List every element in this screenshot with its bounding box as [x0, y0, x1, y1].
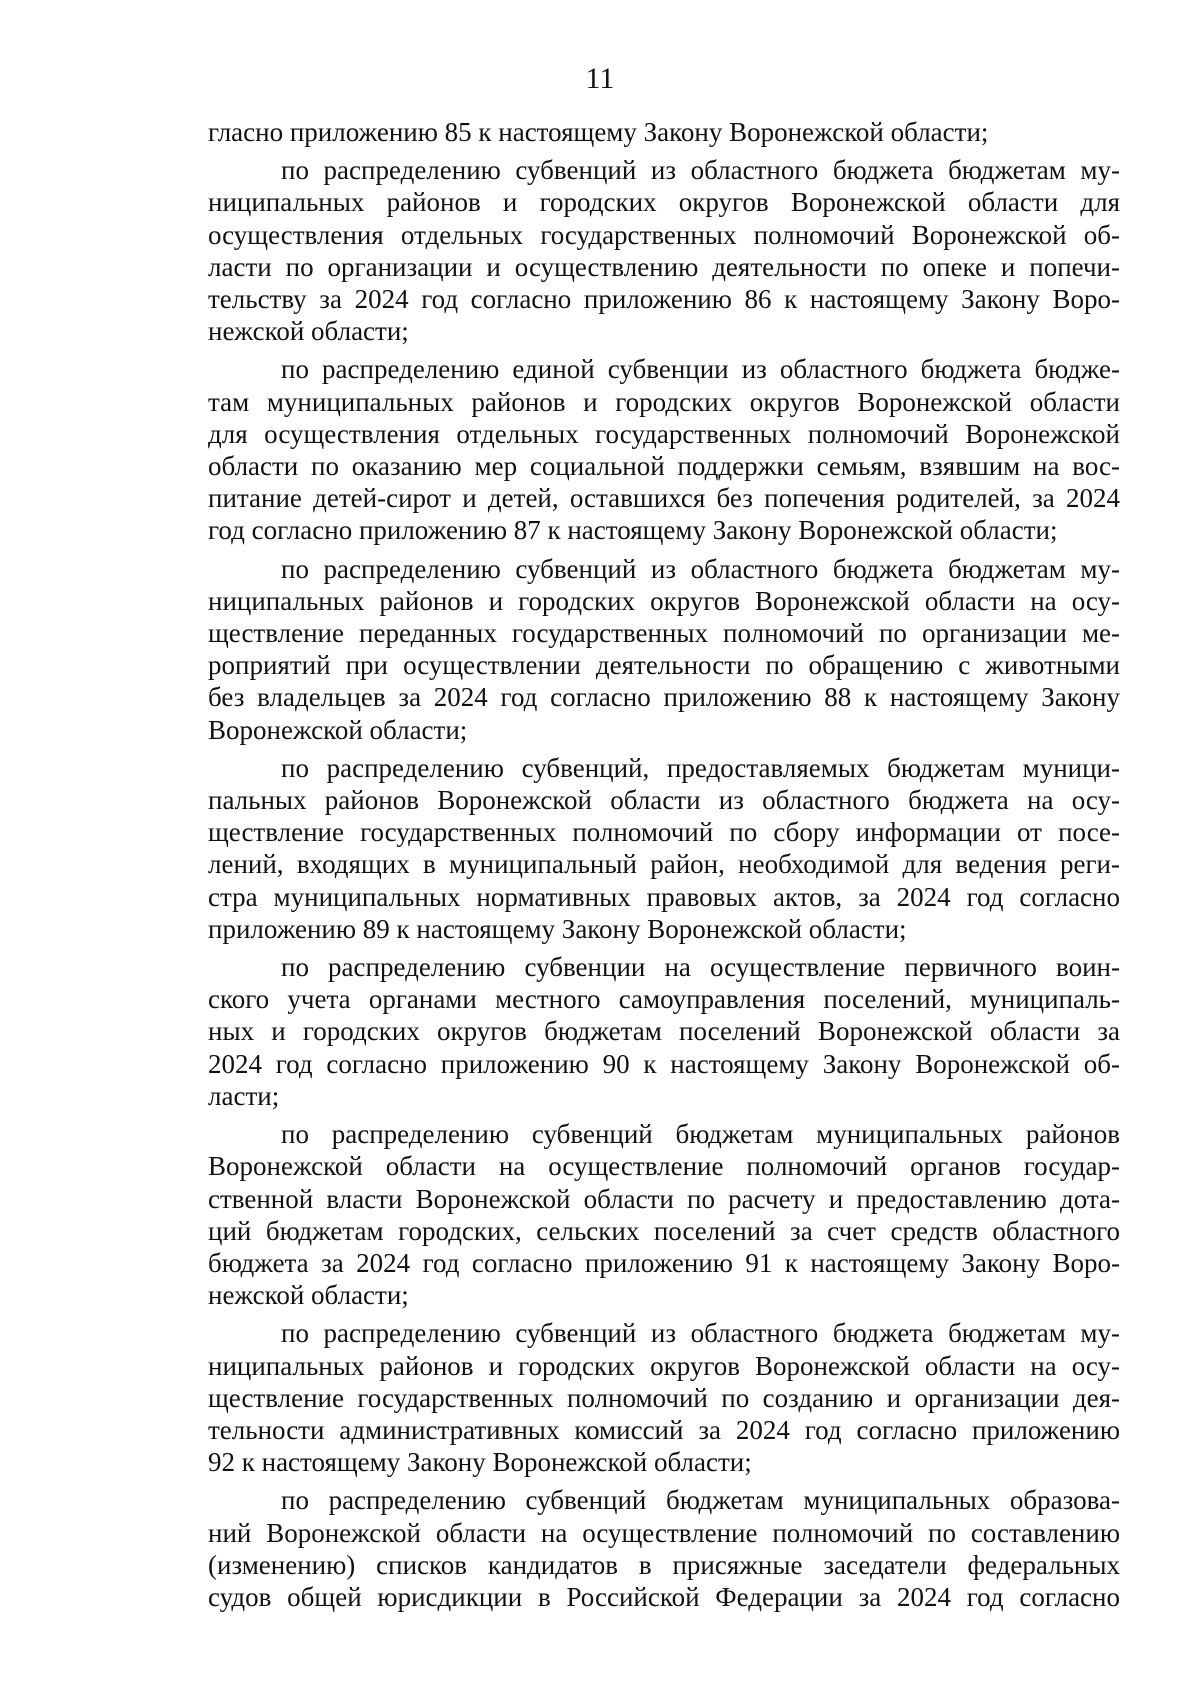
paragraph [208, 752, 1120, 945]
paragraph [208, 553, 1120, 746]
text-line: без владельцев за 2024 год согласно приложению 88 к настоящему Закону [208, 682, 1120, 713]
text-line: ных и городских округов бюджетам поселений Воронежской области за [208, 1016, 1120, 1047]
text-line: 2024 год согласно приложению 90 к настоящему Закону Воронежской об- [208, 1048, 1120, 1079]
text-line: ний Воронежской области на осуществление полномочий по составлению [208, 1517, 1120, 1548]
text-line: нежской области; [208, 1280, 409, 1311]
text-line: по распределению субвенций, предоставляемых бюджетам муници- [281, 752, 1120, 783]
text-line: ций бюджетам городских, сельских поселений за счет средств областного [208, 1215, 1120, 1246]
text-line: стра муниципальных нормативных правовых актов, за 2024 год согласно [208, 881, 1120, 912]
document-body [208, 116, 1120, 1613]
text-line: ласти по организации и осуществлению деятельности по опеке и попечи- [208, 251, 1120, 282]
text-line: по распределению субвенций бюджетам муниципальных районов [281, 1119, 1120, 1150]
text-line: бюджета за 2024 год согласно приложению 91 к настоящему Закону Воро- [208, 1247, 1120, 1278]
text-line: ласти; [208, 1080, 280, 1111]
paragraph [208, 1317, 1120, 1478]
text-line: там муниципальных районов и городских округов Воронежской области [208, 386, 1120, 417]
paragraph [208, 116, 1120, 148]
text-line: Воронежской области; [208, 714, 468, 745]
paragraph [208, 1484, 1120, 1613]
text-line: ществление переданных государственных полномочий по организации ме- [208, 618, 1120, 649]
text-line: ществление государственных полномочий по сбору информации от посе- [208, 817, 1120, 848]
text-line: ществление государственных полномочий по созданию и организации дея- [208, 1382, 1120, 1413]
text-line: год согласно приложению 87 к настоящему Закону Воронежской области; [208, 515, 1058, 546]
text-line: роприятий при осуществлении деятельности по обращению с животными [208, 650, 1120, 681]
text-line: по распределению субвенций бюджетам муниципальных образова- [281, 1485, 1120, 1516]
text-line: ниципальных районов и городских округов Воронежской области на осу- [208, 1350, 1120, 1381]
text-line: ского учета органами местного самоуправления поселений, муниципаль- [208, 984, 1120, 1015]
text-line: тельству за 2024 год согласно приложению 86 к настоящему Закону Воро- [208, 284, 1120, 315]
text-line: питание детей-сирот и детей, оставшихся без попечения родителей, за 2024 [208, 483, 1120, 514]
paragraph [208, 1118, 1120, 1311]
page-number: 11 [585, 62, 615, 95]
text-line: по распределению единой субвенции из областного бюджета бюдже- [281, 354, 1120, 385]
text-line: по распределению субвенций из областного бюджета бюджетам му- [281, 1318, 1120, 1349]
paragraph [208, 154, 1120, 347]
paragraph [208, 353, 1120, 546]
text-line: тельности административных комиссий за 2024 год согласно приложению [208, 1414, 1120, 1445]
text-line: лений, входящих в муниципальный район, необходимой для ведения реги- [208, 849, 1120, 880]
text-line: пальных районов Воронежской области из областного бюджета на осу- [208, 785, 1120, 816]
text-line: по распределению субвенций из областного бюджета бюджетам му- [281, 553, 1120, 584]
text-line: области по оказанию мер социальной поддержки семьям, взявшим на вос- [208, 451, 1120, 482]
text-line: по распределению субвенций из областного бюджета бюджетам му- [281, 155, 1120, 186]
text-line: (изменению) списков кандидатов в присяжные заседатели федеральных [208, 1549, 1120, 1580]
text-line: нежской области; [208, 316, 409, 347]
text-line: ниципальных районов и городских округов Воронежской области на осу- [208, 585, 1120, 616]
text-line: ственной власти Воронежской области по расчету и предоставлению дота- [208, 1183, 1120, 1214]
text-line: судов общей юрисдикции в Российской Федерации за 2024 год согласно [208, 1581, 1120, 1612]
text-line: гласно приложению 85 к настоящему Закону Воронежской области; [208, 117, 989, 147]
text-line: для осуществления отдельных государственных полномочий Воронежской [208, 418, 1120, 449]
paragraph [208, 951, 1120, 1112]
text-line: Воронежской области на осуществление полномочий органов государ- [208, 1151, 1120, 1182]
text-line: по распределению субвенции на осуществление первичного воин- [281, 952, 1120, 983]
text-line: приложению 89 к настоящему Закону Воронежской области; [208, 913, 907, 944]
text-line: ниципальных районов и городских округов Воронежской области для [208, 187, 1120, 218]
text-line: осуществления отдельных государственных полномочий Воронежской об- [208, 219, 1120, 250]
text-line: 92 к настоящему Закону Воронежской области; [208, 1447, 752, 1478]
